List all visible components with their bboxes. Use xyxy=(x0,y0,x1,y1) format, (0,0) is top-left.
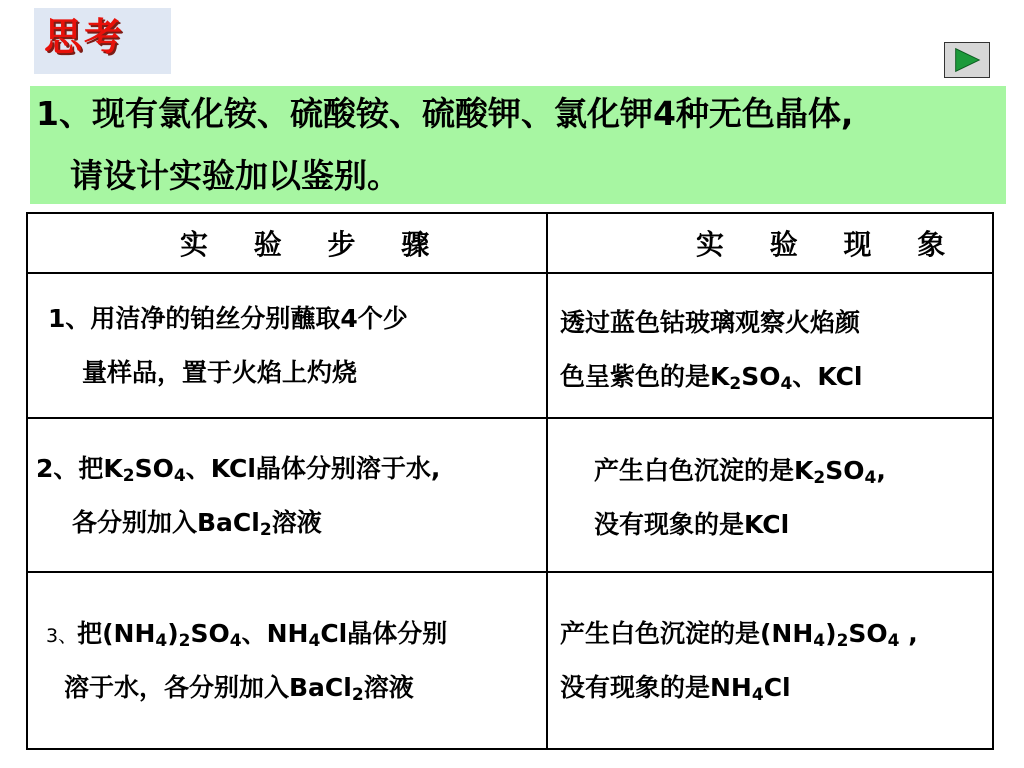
row2-step-line1: 2、把$K_2SO_4$、KCl晶体分别溶于水, xyxy=(36,454,441,486)
row1-step-line2: 量样品，置于火焰上灼烧 xyxy=(82,358,358,387)
header-phenomena: 实 验 现 象 xyxy=(696,228,964,261)
play-button[interactable] xyxy=(944,42,990,78)
row-divider xyxy=(28,571,992,573)
row2-phenomenon-line1: 产生白色沉淀的是$K_2SO_4$, xyxy=(594,456,886,488)
question-line-1: 1、现有氯化铵、硫酸铵、硫酸钾、氯化钾4种无色晶体, xyxy=(36,94,854,133)
row1-step-line1: 1、用洁净的铂丝分别蘸取4个少 xyxy=(48,304,408,333)
column-divider xyxy=(546,214,548,748)
row1-phenomenon-line2: 色呈紫色的是$K_2SO_4$、KCl xyxy=(560,362,863,394)
row3-step-line2: 溶于水，各分别加入BaCl$_2$溶液 xyxy=(64,673,414,705)
header-steps: 实 验 步 骤 xyxy=(180,228,448,261)
experiment-table xyxy=(26,212,994,750)
row2-phenomenon-line2: 没有现象的是KCl xyxy=(594,510,790,539)
row3-step-line1: 3、把$(NH_4)_2SO_4$、$NH_4Cl$晶体分别 xyxy=(46,619,448,651)
question-line-2: 请设计实验加以鉴别。 xyxy=(70,156,400,195)
row2-step-line2: 各分别加入BaCl$_2$溶液 xyxy=(72,508,322,540)
slide-title: 思考 xyxy=(44,14,125,59)
play-triangle-icon xyxy=(945,43,989,77)
row1-phenomenon-line1: 透过蓝色钴玻璃观察火焰颜 xyxy=(560,308,861,337)
row3-phenomenon-line2: 没有现象的是$NH_4Cl$ xyxy=(560,673,791,705)
row-divider xyxy=(28,417,992,419)
row3-phenomenon-line1: 产生白色沉淀的是$(NH_4)_2SO_4$ , xyxy=(560,619,918,651)
row-divider xyxy=(28,272,992,274)
